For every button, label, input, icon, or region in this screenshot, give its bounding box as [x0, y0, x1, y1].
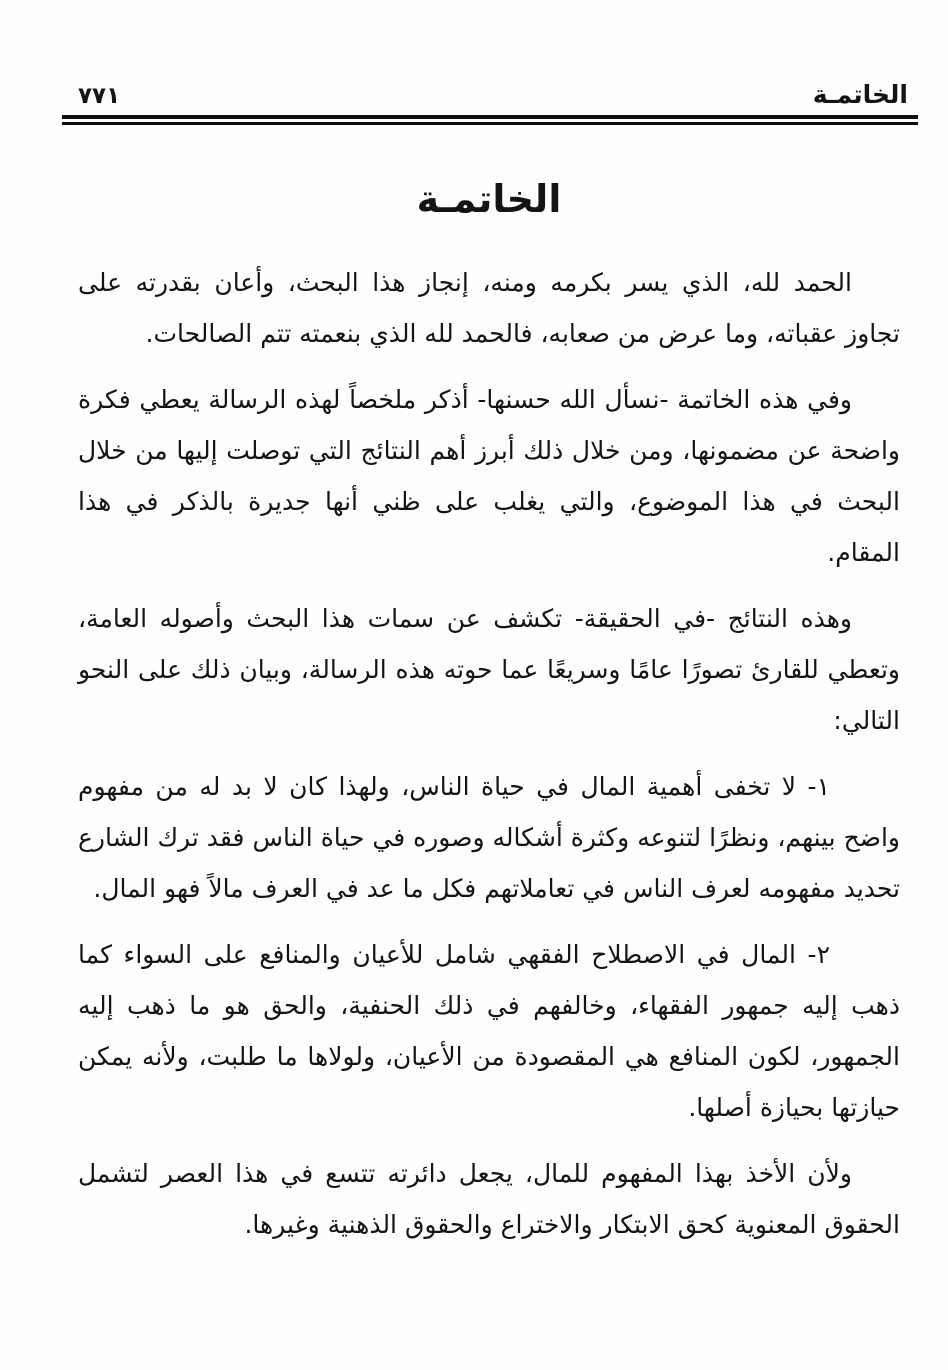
paragraph: ولأن الأخذ بهذا المفهوم للمال، يجعل دائرته تتسع في هذا العصر لتشمل الحقوق المعنوية كحق الابتكار والاختراع والحقوق الذهنية وغيرها. [78, 1158, 900, 1239]
page-header [64, 80, 908, 109]
paragraph: الحمد لله، الذي يسر بكرمه ومنه، إنجاز هذا البحث، وأعان بقدرته على تجاوز عقباته، وما عرض من صعابه، فالحمد لله الذي بنعمته تتم الصالحات. [78, 267, 900, 348]
header-double-rule [62, 115, 918, 125]
paragraph: وهذه النتائج -في الحقيقة- تكشف عن سمات هذا البحث وأصوله العامة، وتعطي للقارئ تصورًا عامًا وسريعًا عما حوته هذه الرسالة، وبيان ذلك على النحو التالي: [78, 603, 900, 735]
running-head-title: الخاتمـة [812, 80, 908, 109]
page-number: ٧٧١ [78, 83, 121, 109]
body-text [78, 257, 900, 1250]
numbered-item: ٢- المال في الاصطلاح الفقهي شامل للأعيان والمنافع على السواء كما ذهب إليه جمهور الفقهاء، وخالفهم في ذلك الحنفية، والحق هو ما ذهب إليه الجمهور، لكون المنافع هي المقصودة من الأعيان، ولولاها ما طلبت، ولأنه يمكن حيازتها بحيازة أصلها. [78, 939, 900, 1122]
page-title: الخاتمـة [416, 177, 562, 221]
paragraph: وفي هذه الخاتمة -نسأل الله حسنها- أذكر ملخصاً لهذه الرسالة يعطي فكرة واضحة عن مضمونها، ومن خلال ذلك أبرز أهم النتائج التي توصلت إليها من خلال البحث في هذا الموضوع، والتي يغلب على ظني أنها جديرة بالذكر في هذا المقام. [78, 384, 900, 567]
numbered-item: ١- لا تخفى أهمية المال في حياة الناس، ولهذا كان لا بد له من مفهوم واضح بينهم، ونظرًا لتنوعه وكثرة أشكاله وصوره في حياة الناس فقد ترك الشارع تحديد مفهومه لعرف الناس في تعاملاتهم فكل ما عد في العرف مالاً فهو المال. [78, 771, 900, 903]
